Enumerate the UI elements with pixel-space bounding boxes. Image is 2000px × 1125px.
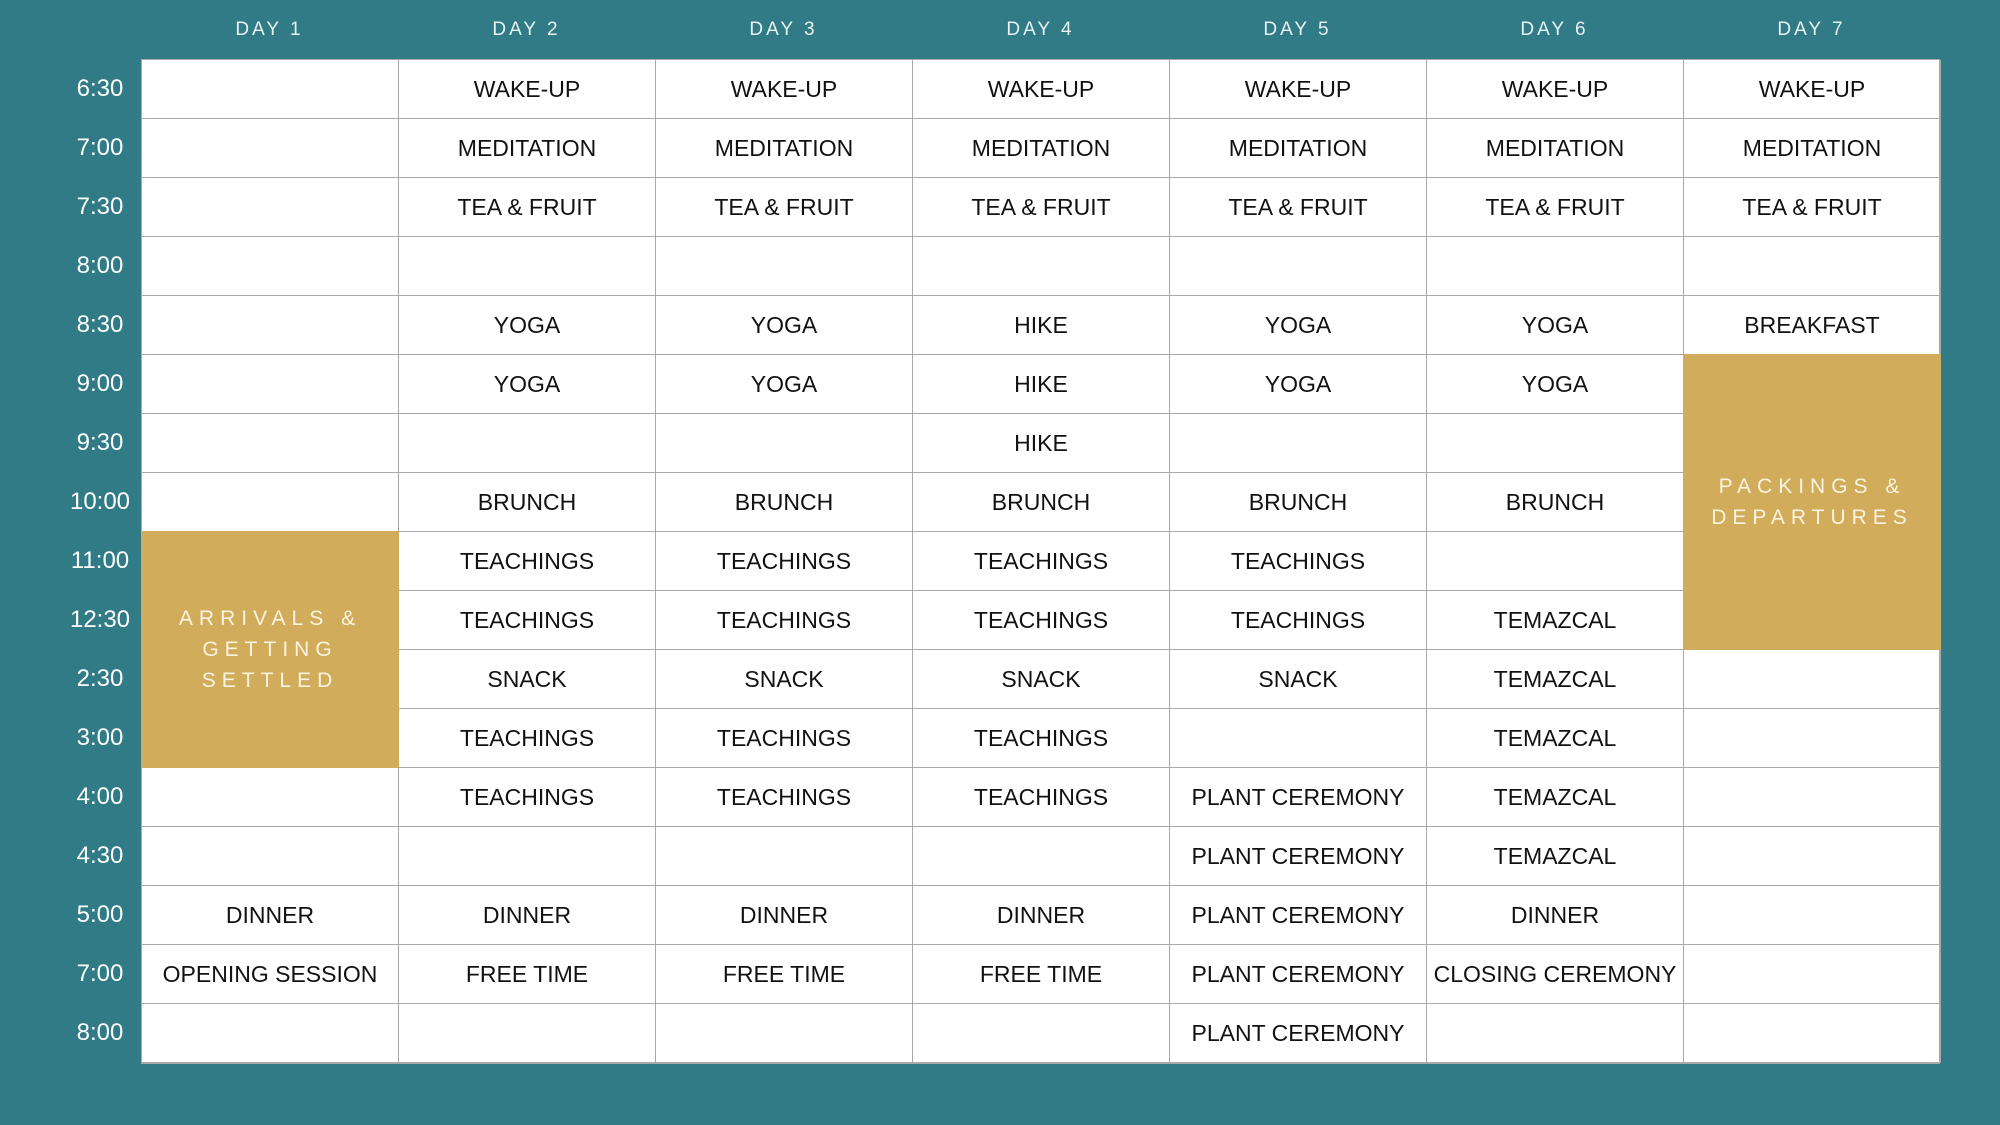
schedule-cell	[1170, 237, 1427, 296]
schedule-cell	[399, 414, 656, 473]
time-label: 4:30	[76, 841, 124, 869]
schedule-cell: PLANT CEREMONY	[1170, 827, 1427, 886]
schedule-cell	[142, 355, 399, 414]
schedule-cell: BRUNCH	[656, 473, 913, 532]
schedule-cell: TEACHINGS	[656, 591, 913, 650]
schedule-cell	[142, 60, 399, 119]
schedule-cell	[1684, 650, 1941, 709]
time-label: 9:30	[76, 428, 124, 456]
schedule-cell	[142, 119, 399, 178]
schedule-cell: FREE TIME	[913, 945, 1170, 1004]
time-label: 3:00	[76, 723, 124, 751]
schedule-cell	[656, 827, 913, 886]
schedule-cell: TEACHINGS	[656, 709, 913, 768]
schedule-cell	[142, 473, 399, 532]
schedule-cell: TEACHINGS	[399, 709, 656, 768]
schedule-cell: DINNER	[142, 886, 399, 945]
schedule-cell	[1684, 709, 1941, 768]
schedule-cell: TEMAZCAL	[1427, 768, 1684, 827]
time-label: 11:00	[70, 546, 130, 574]
schedule-cell: YOGA	[1170, 355, 1427, 414]
schedule-cell: TEACHINGS	[913, 768, 1170, 827]
schedule-cell: TEMAZCAL	[1427, 650, 1684, 709]
time-label: 8:00	[76, 1018, 124, 1046]
schedule-cell: DINNER	[1427, 886, 1684, 945]
day-header-6: DAY 6	[1520, 19, 1589, 40]
schedule-cell: BRUNCH	[1170, 473, 1427, 532]
schedule-cell	[913, 237, 1170, 296]
schedule-grid	[141, 59, 1940, 1064]
schedule-cell: FREE TIME	[656, 945, 913, 1004]
schedule-cell: HIKE	[913, 414, 1170, 473]
schedule-cell: TEA & FRUIT	[1170, 178, 1427, 237]
schedule-cell: TEMAZCAL	[1427, 709, 1684, 768]
schedule-cell: TEACHINGS	[1170, 532, 1427, 591]
schedule-cell: YOGA	[1427, 296, 1684, 355]
schedule-cell	[656, 414, 913, 473]
schedule-cell: MEDITATION	[399, 119, 656, 178]
day-header-4: DAY 4	[1006, 19, 1075, 40]
schedule-cell	[1684, 237, 1941, 296]
schedule-cell: PLANT CEREMONY	[1170, 1004, 1427, 1063]
schedule-cell: YOGA	[1170, 296, 1427, 355]
schedule-cell	[656, 237, 913, 296]
schedule-cell: WAKE-UP	[913, 60, 1170, 119]
departures-block: PACKINGS & DEPARTURES	[1683, 354, 1941, 650]
schedule-cell: TEACHINGS	[913, 532, 1170, 591]
schedule-cell: DINNER	[913, 886, 1170, 945]
schedule-cell: TEA & FRUIT	[399, 178, 656, 237]
schedule-cell	[913, 827, 1170, 886]
time-label: 7:30	[76, 192, 124, 220]
schedule-cell: BRUNCH	[399, 473, 656, 532]
schedule-cell: TEA & FRUIT	[656, 178, 913, 237]
schedule-cell	[142, 237, 399, 296]
time-label: 7:00	[76, 133, 124, 161]
schedule-cell: TEACHINGS	[399, 591, 656, 650]
schedule-cell: TEACHINGS	[399, 532, 656, 591]
schedule-cell	[142, 827, 399, 886]
schedule-cell	[399, 237, 656, 296]
schedule-cell: MEDITATION	[1170, 119, 1427, 178]
schedule-cell: SNACK	[656, 650, 913, 709]
schedule-cell: TEMAZCAL	[1427, 591, 1684, 650]
schedule-cell: WAKE-UP	[656, 60, 913, 119]
schedule-cell: TEMAZCAL	[1427, 827, 1684, 886]
schedule-cell: TEACHINGS	[913, 709, 1170, 768]
day-header-2: DAY 2	[492, 19, 561, 40]
day-header-5: DAY 5	[1263, 19, 1332, 40]
schedule-cell	[142, 414, 399, 473]
time-label: 2:30	[76, 664, 124, 692]
schedule-cell: TEA & FRUIT	[913, 178, 1170, 237]
schedule-cell: WAKE-UP	[1684, 60, 1941, 119]
schedule-cell: BRUNCH	[1427, 473, 1684, 532]
schedule-cell	[1684, 945, 1941, 1004]
arrivals-block: ARRIVALS & GETTING SETTLED	[141, 531, 399, 768]
time-label: 12:30	[69, 605, 131, 633]
time-label: 6:30	[76, 74, 124, 102]
time-label: 4:00	[76, 782, 124, 810]
schedule-cell: PLANT CEREMONY	[1170, 768, 1427, 827]
schedule-cell: DINNER	[656, 886, 913, 945]
schedule-cell	[1427, 414, 1684, 473]
schedule-cell: PLANT CEREMONY	[1170, 886, 1427, 945]
schedule-cell	[1684, 827, 1941, 886]
time-label: 10:00	[69, 487, 131, 515]
schedule-cell: TEACHINGS	[913, 591, 1170, 650]
schedule-cell: BRUNCH	[913, 473, 1170, 532]
schedule-cell: HIKE	[913, 296, 1170, 355]
day-header-3: DAY 3	[749, 19, 818, 40]
schedule-cell	[399, 827, 656, 886]
schedule-cell	[399, 1004, 656, 1063]
schedule-cell	[1170, 709, 1427, 768]
schedule-cell: TEACHINGS	[399, 768, 656, 827]
day-header-7: DAY 7	[1777, 19, 1846, 40]
schedule-cell: BREAKFAST	[1684, 296, 1941, 355]
schedule-cell: HIKE	[913, 355, 1170, 414]
schedule-cell: DINNER	[399, 886, 656, 945]
schedule-cell	[142, 1004, 399, 1063]
time-label: 8:30	[76, 310, 124, 338]
schedule-cell: TEA & FRUIT	[1427, 178, 1684, 237]
schedule-cell	[142, 768, 399, 827]
schedule-cell: MEDITATION	[656, 119, 913, 178]
schedule-cell: TEACHINGS	[656, 532, 913, 591]
schedule-cell: PLANT CEREMONY	[1170, 945, 1427, 1004]
schedule-cell: SNACK	[399, 650, 656, 709]
schedule-cell	[1427, 237, 1684, 296]
schedule-cell: WAKE-UP	[1427, 60, 1684, 119]
schedule-cell: TEACHINGS	[656, 768, 913, 827]
schedule-cell: MEDITATION	[913, 119, 1170, 178]
schedule-cell	[1684, 768, 1941, 827]
time-label: 7:00	[76, 959, 124, 987]
schedule-cell: YOGA	[656, 355, 913, 414]
schedule-cell: MEDITATION	[1427, 119, 1684, 178]
schedule-cell	[142, 178, 399, 237]
schedule-cell	[1684, 886, 1941, 945]
schedule-cell: WAKE-UP	[399, 60, 656, 119]
schedule-cell: SNACK	[913, 650, 1170, 709]
time-label: 9:00	[76, 369, 124, 397]
schedule-cell: OPENING SESSION	[142, 945, 399, 1004]
schedule-cell: CLOSING CEREMONY	[1427, 945, 1684, 1004]
schedule-cell: SNACK	[1170, 650, 1427, 709]
schedule-cell	[656, 1004, 913, 1063]
day-header-1: DAY 1	[235, 19, 304, 40]
schedule-cell: YOGA	[656, 296, 913, 355]
schedule-cell: WAKE-UP	[1170, 60, 1427, 119]
schedule-cell	[1427, 532, 1684, 591]
schedule-cell	[1170, 414, 1427, 473]
schedule-cell	[1427, 1004, 1684, 1063]
schedule-cell: MEDITATION	[1684, 119, 1941, 178]
time-label: 8:00	[76, 251, 124, 279]
schedule-cell	[142, 296, 399, 355]
schedule-cell: TEACHINGS	[1170, 591, 1427, 650]
schedule-cell: YOGA	[1427, 355, 1684, 414]
schedule-cell: FREE TIME	[399, 945, 656, 1004]
schedule-cell	[913, 1004, 1170, 1063]
time-label: 5:00	[76, 900, 124, 928]
schedule-cell: YOGA	[399, 296, 656, 355]
schedule-cell	[1684, 1004, 1941, 1063]
schedule-cell: YOGA	[399, 355, 656, 414]
schedule-cell: TEA & FRUIT	[1684, 178, 1941, 237]
